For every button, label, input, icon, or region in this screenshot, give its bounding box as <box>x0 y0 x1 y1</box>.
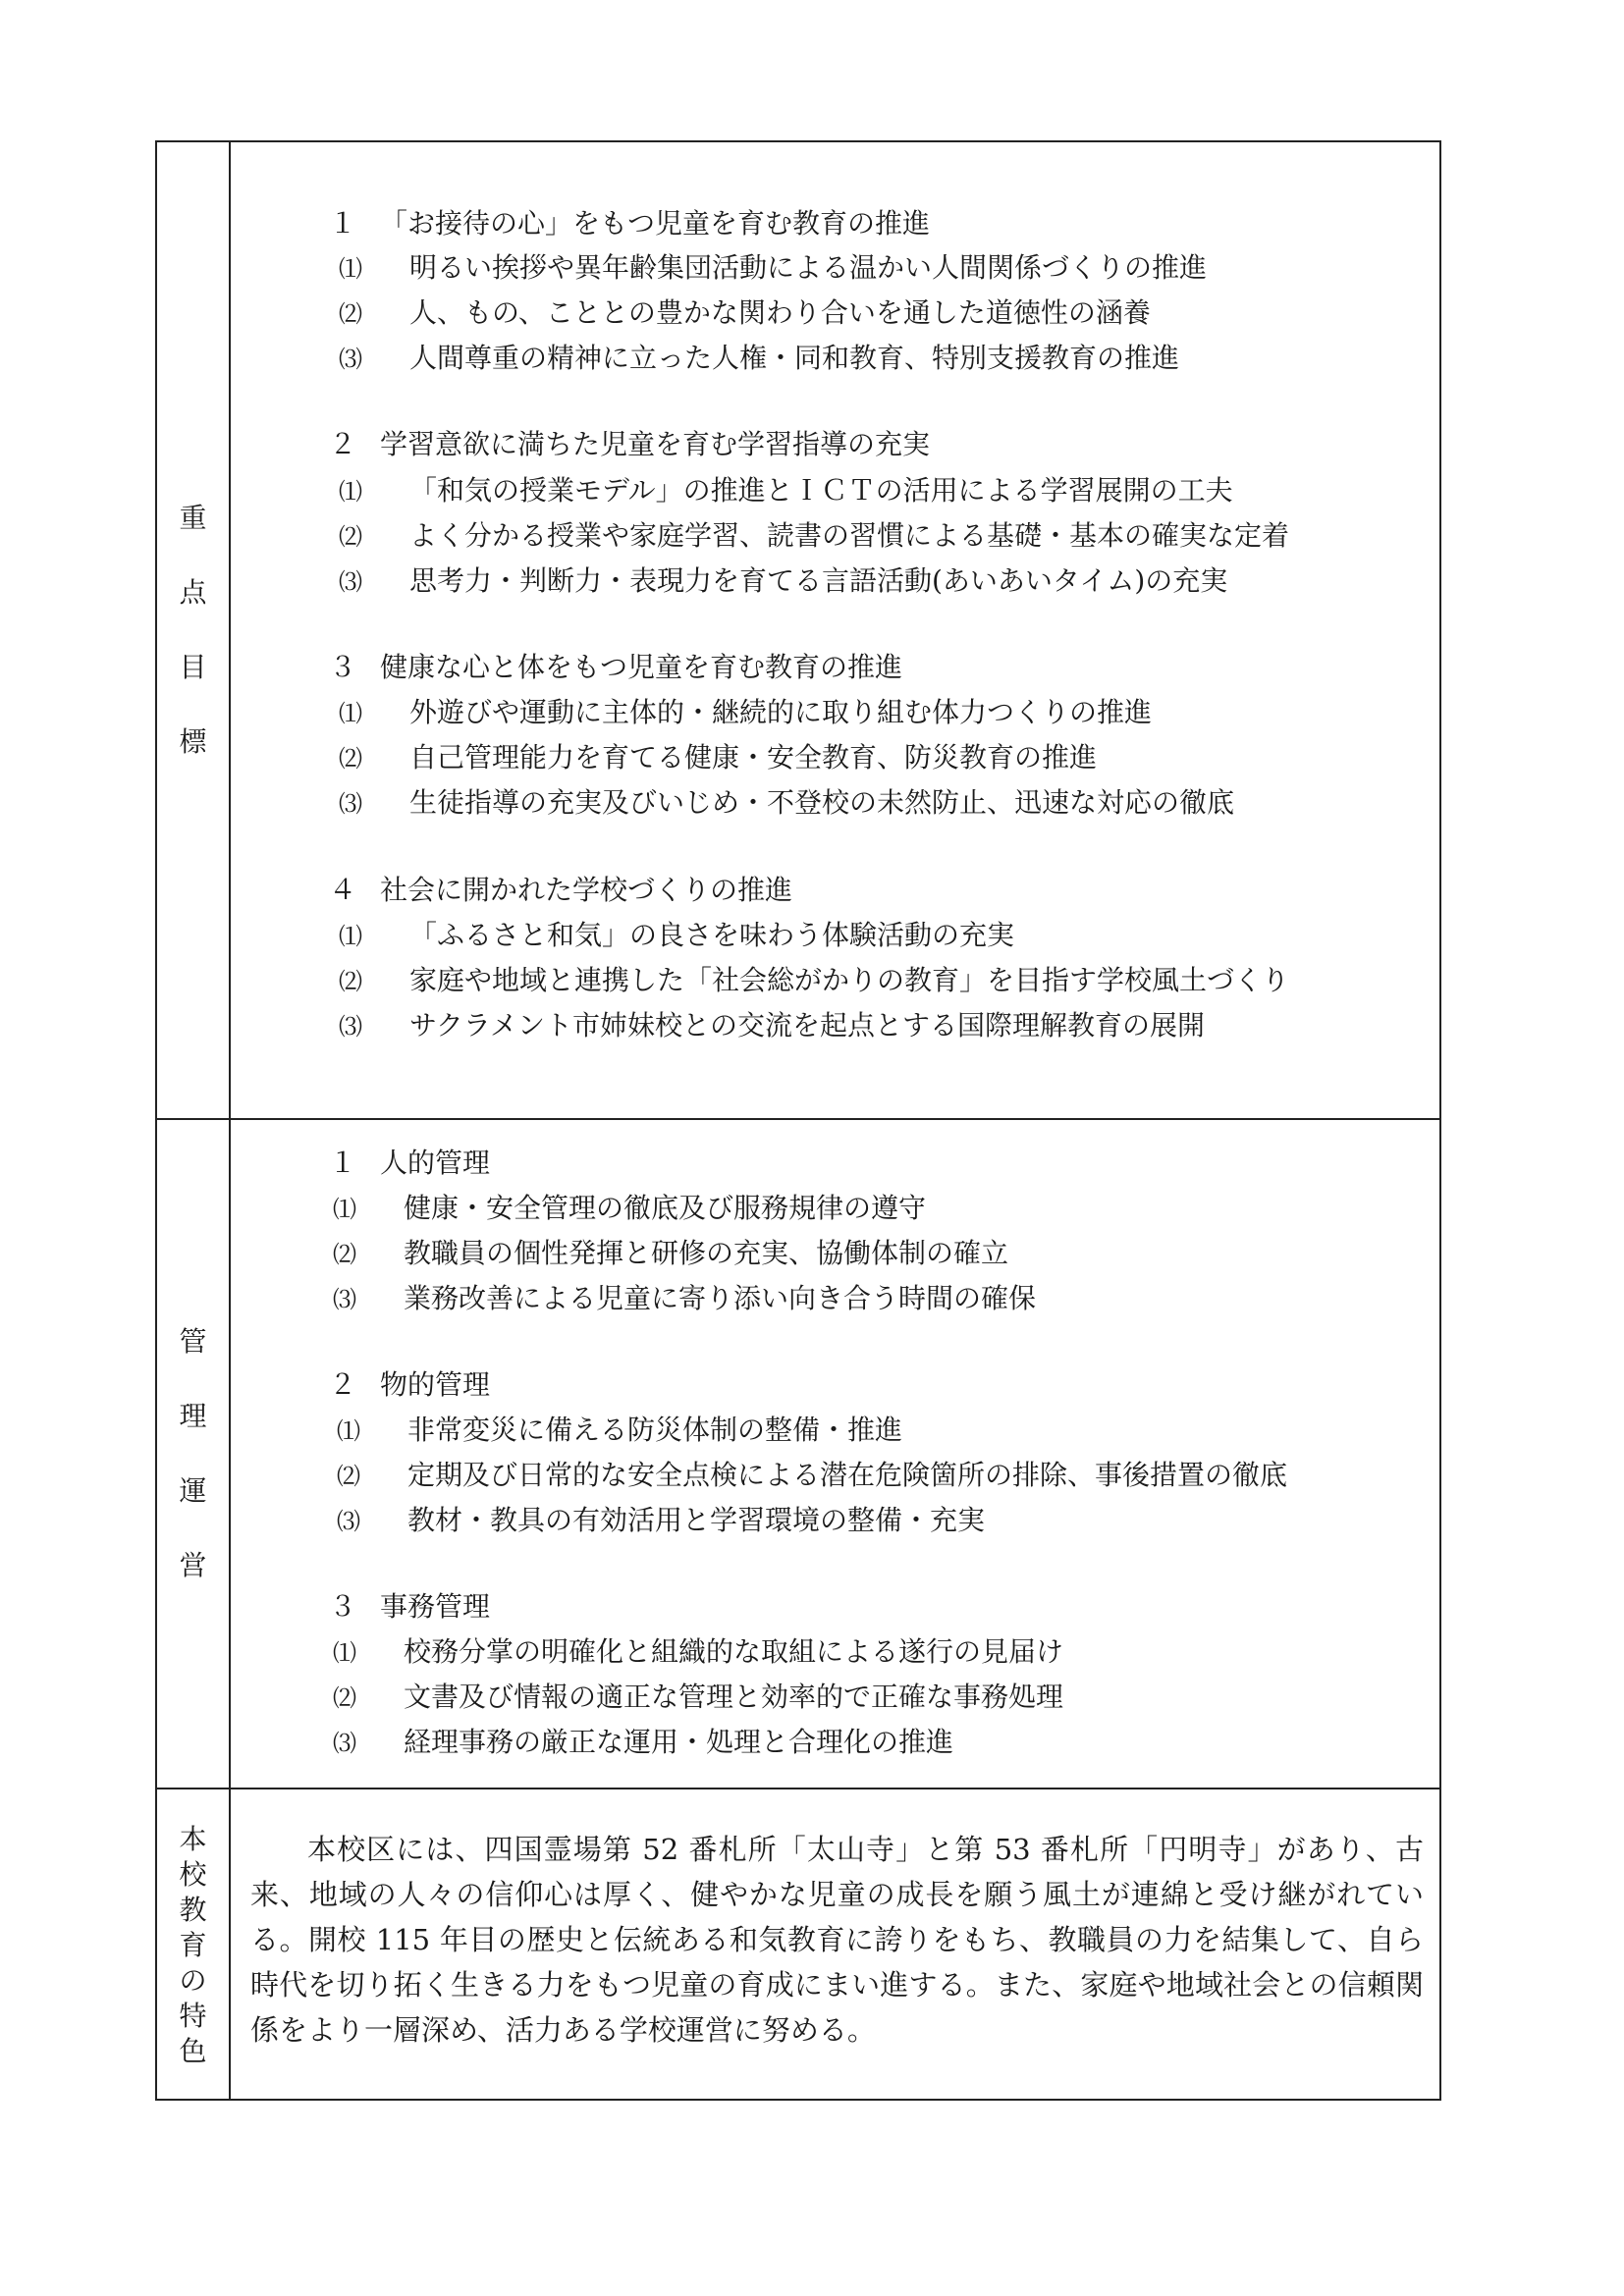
sub-item: ⑵ 教職員の個性発揮と研修の充実、協働体制の確立 <box>333 1237 1009 1269</box>
focus-goals-label <box>157 142 231 1118</box>
school-feature-paragraph: 本校区には、四国霊場第 52 番札所「太山寺」と第 53 番札所「円明寺」があり、古来、地域の人々の信仰心は厚く、健やかな児童の成長を願う風土が連綿と受け継がれている。開校 115 年目の歴史と伝統ある和気教育に誇りをもち、教職員の力を結集して、自ら時代を切り拓く生きる力をもつ児童の育成にまい進する。また、家庭や地域社会との信頼関係をより一層深め、活力ある学校運営に努める。 <box>250 1833 1424 2047</box>
section-heading: ３ 健康な心と体をもつ児童を育む教育の推進 <box>329 651 903 683</box>
management-label <box>157 1120 231 1788</box>
school-feature-content <box>231 1789 1439 2101</box>
focus-goals-content <box>231 142 1439 1118</box>
section-heading: １ 「お接待の心」をもつ児童を育む教育の推進 <box>329 207 931 240</box>
sub-item: ⑵ 人、もの、こととの豊かな関わり合いを通した道徳性の涵養 <box>339 296 1151 329</box>
sub-item: ⑶ 業務改善による児童に寄り添い向き合う時間の確保 <box>333 1282 1037 1314</box>
label-char: 本 <box>179 1822 207 1855</box>
sub-item: ⑴ 外遊びや運動に主体的・継続的に取り組む体力つくりの推進 <box>339 696 1153 728</box>
sub-item: ⑶ 人間尊重の精神に立った人権・同和教育、特別支援教育の推進 <box>339 342 1180 374</box>
section-heading: ２ 学習意欲に満ちた児童を育む学習指導の充実 <box>329 428 931 460</box>
label-char: 営 <box>179 1549 207 1581</box>
label-char: 育 <box>179 1928 207 1961</box>
sub-item: ⑵ 定期及び日常的な安全点検による潜在危険箇所の排除、事後措置の徹底 <box>337 1459 1288 1491</box>
sub-item: ⑴ 「ふるさと和気」の良さを味わう体験活動の充実 <box>339 919 1015 951</box>
label-char: 特 <box>179 1999 207 2032</box>
sub-item: ⑵ 家庭や地域と連携した「社会総がかりの教育」を目指す学校風土づくり <box>339 964 1290 996</box>
label-char: 運 <box>179 1474 207 1507</box>
label-char: の <box>179 1963 207 1997</box>
sub-item: ⑵ よく分かる授業や家庭学習、読書の習慣による基礎・基本の確実な定着 <box>339 519 1290 552</box>
label-char: 理 <box>179 1400 207 1432</box>
focus-goals-row <box>157 142 1439 1118</box>
sub-item: ⑶ サクラメント市姉妹校との交流を起点とする国際理解教育の展開 <box>339 1009 1206 1041</box>
section-heading: ４ 社会に開かれた学校づくりの推進 <box>329 874 793 906</box>
label-char: 教 <box>179 1893 207 1926</box>
sub-item: ⑶ 経理事務の厳正な運用・処理と合理化の推進 <box>333 1726 954 1758</box>
sub-item: ⑴ 校務分掌の明確化と組織的な取組による遂行の見届け <box>333 1635 1064 1668</box>
label-char: 校 <box>179 1857 207 1891</box>
label-char: 目 <box>179 651 207 683</box>
sub-item: ⑴ 明るい挨拶や異年齢集団活動による温かい人間関係づくりの推進 <box>339 251 1208 284</box>
sub-item: ⑵ 自己管理能力を育てる健康・安全教育、防災教育の推進 <box>339 741 1098 774</box>
management-row <box>157 1118 1439 1788</box>
label-char: 重 <box>179 502 207 534</box>
sub-item: ⑶ 生徒指導の充実及びいじめ・不登校の未然防止、迅速な対応の徹底 <box>339 786 1235 819</box>
school-feature-label <box>157 1789 231 2101</box>
sub-item: ⑵ 文書及び情報の適正な管理と効率的で正確な事務処理 <box>333 1681 1064 1713</box>
label-char: 標 <box>179 725 207 758</box>
sub-item: ⑴ 健康・安全管理の徹底及び服務規律の遵守 <box>333 1192 927 1224</box>
label-char: 管 <box>179 1325 207 1358</box>
management-content <box>231 1120 1439 1788</box>
school-feature-row <box>157 1788 1439 2101</box>
section-heading: ３ 事務管理 <box>329 1590 491 1623</box>
label-char: 点 <box>179 576 207 609</box>
sub-item: ⑴ 非常変災に備える防災体制の整備・推進 <box>337 1414 903 1446</box>
sub-item: ⑴ 「和気の授業モデル」の推進とＩＣＴの活用による学習展開の工夫 <box>339 474 1233 507</box>
section-heading: ２ 物的管理 <box>329 1368 491 1401</box>
policy-table <box>155 140 1441 2101</box>
sub-item: ⑶ 思考力・判断力・表現力を育てる言語活動(あいあいタイム)の充実 <box>339 564 1228 597</box>
sub-item: ⑶ 教材・教具の有効活用と学習環境の整備・充実 <box>337 1504 986 1536</box>
section-heading: １ 人的管理 <box>329 1147 491 1179</box>
label-char: 色 <box>179 2034 207 2067</box>
